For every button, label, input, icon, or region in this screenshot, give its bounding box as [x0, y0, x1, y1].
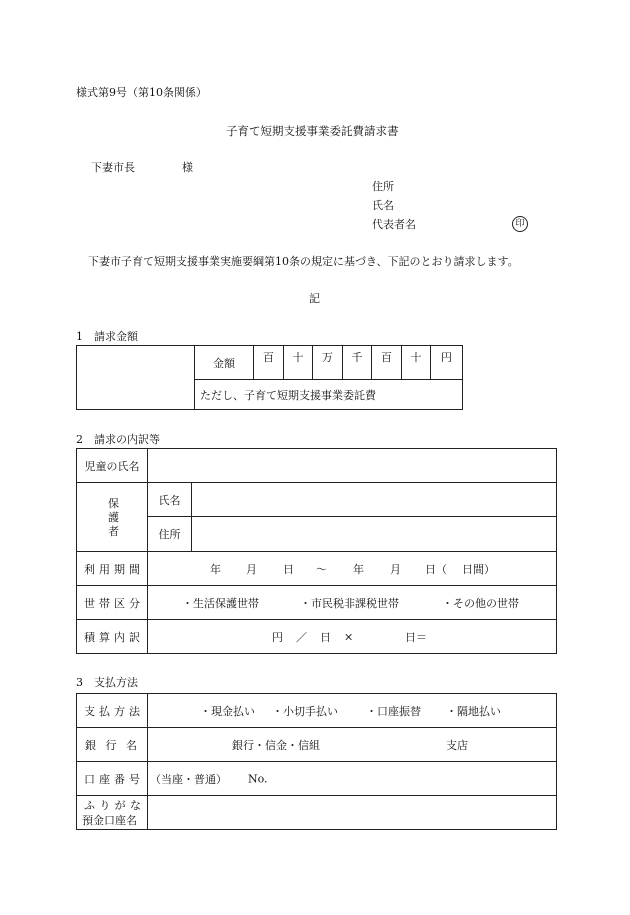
calc-label: [77, 620, 148, 654]
guardian-name-field[interactable]: [192, 483, 557, 517]
guardian-char-1: 保: [108, 496, 119, 510]
child-name-field[interactable]: [148, 449, 557, 483]
guardian-char-2: 護: [108, 510, 119, 524]
payment-table: [76, 693, 557, 830]
period-days: 日間）: [462, 562, 495, 576]
guardian-char-3: 者: [108, 524, 119, 538]
method-char-1: 支: [84, 704, 95, 718]
holder-field[interactable]: [148, 796, 557, 830]
digit-ten-thousand: 万: [313, 346, 343, 380]
method-char-4: 法: [129, 704, 140, 718]
furigana-char-3: が: [114, 798, 126, 812]
calc-slash: ／: [296, 630, 307, 644]
bank-type-text: 銀行・信金・信組: [232, 738, 320, 752]
period-tilde: ～: [316, 562, 327, 576]
amount-note: ただし、子育て短期支援事業委託費: [195, 380, 463, 410]
seal-mark: 印: [512, 216, 528, 232]
household-char-3: 区: [114, 596, 125, 610]
household-label: [77, 586, 148, 620]
period-year-1: 年: [210, 562, 221, 576]
method-option-cash[interactable]: ・現金払い: [200, 704, 255, 718]
period-char-4: 間: [129, 562, 140, 576]
bank-char-1: 銀: [85, 738, 96, 752]
digit-hundred-million: 百: [254, 346, 284, 380]
calc-day: 日: [320, 630, 331, 644]
digit-yen: 円: [431, 346, 463, 380]
method-option-check[interactable]: ・小切手払い: [272, 704, 338, 718]
section2-heading: 2 請求の内訳等: [76, 433, 160, 446]
body-text: 下妻市子育て短期支援事業実施要綱第10条の規定に基づき、下記のとおり請求します。: [88, 255, 519, 268]
name-label: 氏名: [372, 199, 394, 212]
account-label: [77, 762, 148, 796]
digit-thousand: 千: [343, 346, 372, 380]
household-char-2: 帯: [99, 596, 110, 610]
period-char-1: 利: [84, 562, 95, 576]
address-label: 住所: [372, 180, 394, 193]
section3-heading: 3 支払方法: [76, 676, 138, 689]
period-year-2: 年: [353, 562, 364, 576]
period-char-3: 期: [114, 562, 125, 576]
household-option-other[interactable]: ・その他の世帯: [442, 596, 519, 610]
account-char-3: 番: [114, 772, 125, 786]
household-char-1: 世: [84, 596, 95, 610]
method-char-2: 払: [99, 704, 110, 718]
method-field: [148, 694, 557, 728]
section1-heading: 1 請求金額: [76, 330, 138, 343]
calc-char-2: 算: [99, 630, 110, 644]
household-field: [148, 586, 557, 620]
digit-ten-million: 十: [284, 346, 313, 380]
method-char-3: 方: [114, 704, 125, 718]
period-field[interactable]: [148, 552, 557, 586]
account-char-1: 口: [84, 772, 95, 786]
holder-label: [77, 796, 148, 830]
calc-char-3: 内: [114, 630, 125, 644]
page-title: 子育て短期支援事業委託費請求書: [226, 124, 399, 138]
guardian-address-field[interactable]: [192, 517, 557, 552]
furigana-char-1: ふ: [84, 798, 95, 812]
calc-times: ×: [344, 630, 354, 643]
branch-text: 支店: [446, 738, 468, 752]
account-char-2: 座: [99, 772, 110, 786]
honorific: 様: [182, 161, 193, 174]
calc-field[interactable]: [148, 620, 557, 654]
amount-label: 金額: [195, 346, 254, 380]
holder-label-text: 預金口座名: [82, 813, 137, 827]
bank-char-3: 名: [126, 738, 137, 752]
account-no-text: No.: [248, 772, 268, 785]
account-type-text: （当座・普通）: [150, 772, 227, 786]
digit-ten: 十: [402, 346, 431, 380]
furigana-char-4: な: [129, 798, 141, 812]
method-option-transfer[interactable]: ・口座振替: [366, 704, 421, 718]
calc-days-equals: 日＝: [405, 630, 427, 644]
bank-char-2: 行: [105, 738, 117, 752]
representative-label: 代表者名: [372, 218, 416, 231]
household-option-welfare[interactable]: ・生活保護世帯: [182, 596, 259, 610]
guardian-label: [77, 483, 148, 552]
household-option-tax-exempt[interactable]: ・市民税非課税世帯: [300, 596, 399, 610]
calc-char-4: 訳: [129, 630, 140, 644]
bank-label: [77, 728, 148, 762]
furigana-char-2: り: [99, 798, 111, 812]
addressee: 下妻市長: [91, 161, 135, 174]
period-month-2: 月: [390, 562, 401, 576]
period-month-1: 月: [246, 562, 257, 576]
breakdown-table: [76, 448, 557, 654]
form-number: 様式第9号（第10条関係）: [76, 86, 207, 99]
period-label: [77, 552, 148, 586]
amount-table: [76, 345, 463, 410]
ki-heading: 記: [309, 292, 320, 305]
calc-char-1: 積: [84, 630, 95, 644]
period-day-1: 日: [283, 562, 294, 576]
period-day-2: 日（: [425, 562, 447, 576]
period-char-2: 用: [99, 562, 110, 576]
guardian-name-label: 氏名: [148, 483, 192, 517]
child-name-label: 児童の氏名: [77, 449, 148, 483]
method-option-remote[interactable]: ・隔地払い: [446, 704, 501, 718]
calc-yen: 円: [272, 630, 283, 644]
method-label: [77, 694, 148, 728]
household-char-4: 分: [129, 596, 140, 610]
account-char-4: 号: [129, 772, 140, 786]
amount-blank-cell: [77, 346, 195, 410]
account-field[interactable]: [148, 762, 557, 796]
digit-hundred: 百: [372, 346, 402, 380]
bank-field[interactable]: [148, 728, 557, 762]
guardian-address-label: 住所: [148, 517, 192, 552]
